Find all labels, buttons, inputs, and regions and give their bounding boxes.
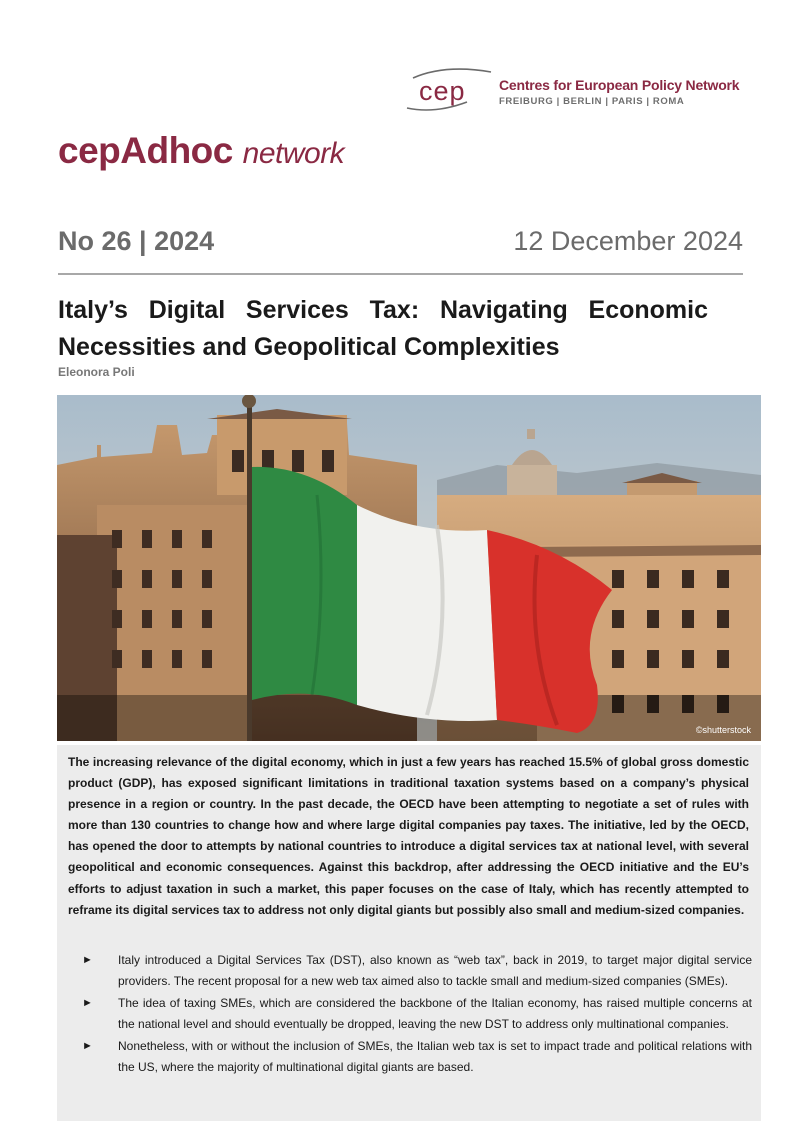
header-divider [58, 273, 743, 275]
key-point [82, 1036, 752, 1078]
triangle-arrow-right-icon: ► [82, 997, 93, 1010]
series-brand [58, 130, 344, 172]
key-point-text: The idea of taxing SMEs, which are considered the backbone of the Italian economy, has raised multiple concerns at the national level and should eventually be dropped, leaving the new DST to address only multinational companies. [118, 996, 752, 1032]
cover-photo-illustration [57, 395, 761, 741]
article-author: Eleonora Poli [58, 365, 135, 379]
key-point-text: Italy introduced a Digital Services Tax (DST), also known as “web tax”, back in 2019, to target major digital service providers. The recent proposal for a new web tax aimed also to tackle small and medium-sized companies (SMEs). [118, 953, 752, 989]
key-point [82, 950, 752, 992]
key-point-text: Nonetheless, with or without the inclusion of SMEs, the Italian web tax is set to impact trade and political relations with the US, where the majority of multinational digital giants are based. [118, 1039, 752, 1075]
org-name: Centres for European Policy Network [499, 77, 740, 93]
cep-logo [405, 64, 750, 114]
key-point [82, 993, 752, 1035]
triangle-arrow-right-icon: ► [82, 1040, 93, 1053]
image-credit: ©shutterstock [695, 725, 751, 735]
series-name-italic: network [242, 137, 345, 170]
cover-photo-italian-flag [57, 395, 761, 741]
key-points-list [82, 950, 752, 1080]
logo-mark-text: cep [419, 76, 466, 106]
abstract-box [57, 745, 761, 1121]
issue-date: 12 December 2024 [513, 226, 743, 256]
issue-number: No 26 | 2024 [58, 226, 215, 256]
article-title: Italy’s Digital Services Tax: Navigating Economic Necessities and Geopolitical Complexities [58, 296, 708, 361]
cep-logo-mark [405, 64, 495, 114]
triangle-arrow-right-icon: ► [82, 954, 93, 966]
series-name-bold: cepAdhoc [58, 130, 233, 171]
org-cities: FREIBURG | BERLIN | PARIS | ROMA [499, 96, 685, 107]
abstract-text: The increasing relevance of the digital economy, which in just a few years has reached 15.5% of global gross domestic product (GDP), has exposed significant limitations in traditional taxation systems based on a company’s physical presence in a region or country. In the past decade, the OECD have been attempting to negotiate a set of rules with more than 130 countries to change how and where large digital companies pay taxes. The initiative, led by the OECD, has opened the door to attempts by national countries to introduce a digital services tax at national level, with several geopolitical and economic consequences. Against this backdrop, after addressing the OECD initiative and the EU’s efforts to adjust taxation in such a market, this paper focuses on the case of Italy, which has recently attempted to reframe its digital services tax to address not only digital giants but possibly also small and medium-sized companies. [68, 755, 749, 917]
